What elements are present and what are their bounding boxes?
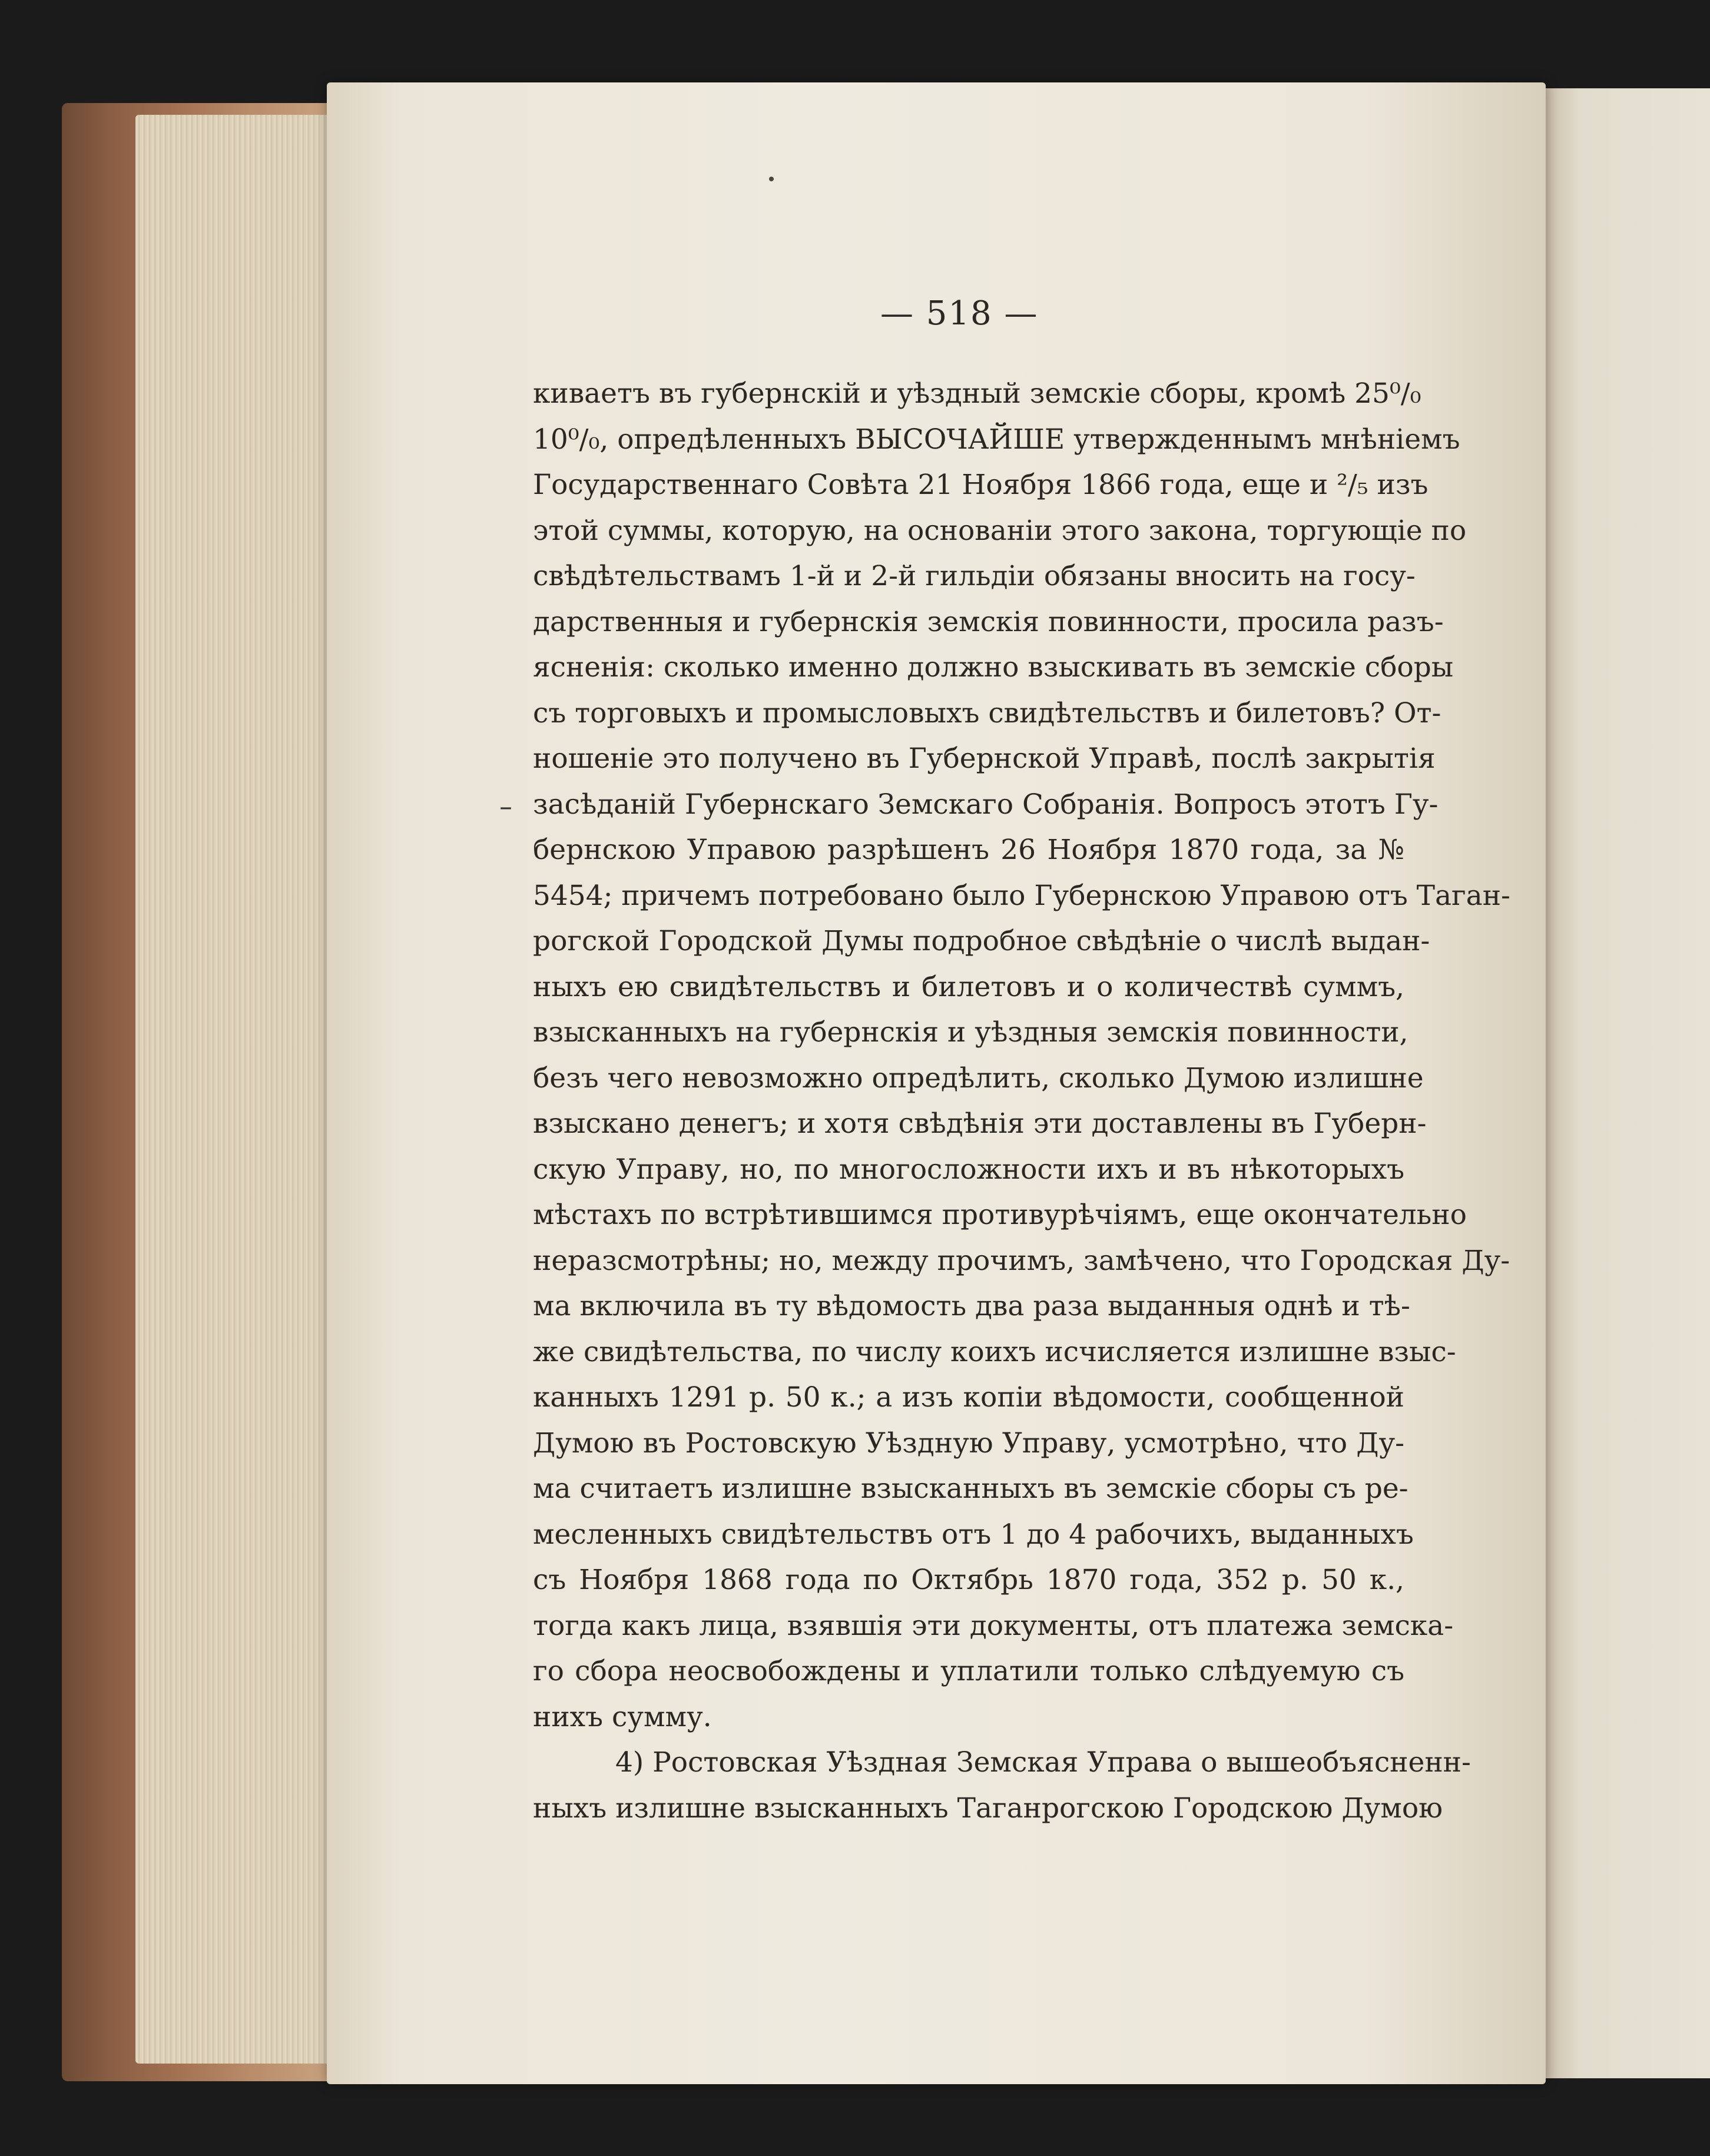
text-line: ныхъ ею свидѣтельствъ и билетовъ и о количествѣ суммъ, <box>533 970 1404 1003</box>
margin-mark: – <box>499 792 512 822</box>
text-line: мѣстахъ по встрѣтившимся противурѣчіямъ, еще окончательно <box>533 1199 1467 1231</box>
text-line: ныхъ излишне взысканныхъ Таганрогскою Городскою Думою <box>533 1792 1443 1825</box>
text-line: безъ чего невозможно опредѣлить, сколько Думою излишне <box>533 1062 1424 1094</box>
facing-page-edge <box>1546 88 1710 2078</box>
text-line: же свидѣтельства, по числу коихъ исчисляется излишне взыс- <box>533 1335 1456 1368</box>
text-line: месленныхъ свидѣтельствъ отъ 1 до 4 рабочихъ, выданныхъ <box>533 1518 1414 1551</box>
text-line: киваетъ въ губернскій и уѣздный земскіе сборы, кромѣ 25⁰/₀ <box>533 377 1421 410</box>
ink-dot <box>769 177 774 181</box>
text-line: 10⁰/₀, опредѣленныхъ ВЫСОЧАЙШЕ утвержденнымъ мнѣніемъ <box>533 423 1460 456</box>
page-number: — 518 — <box>880 294 1039 333</box>
text-line: взыскано денегъ; и хотя свѣдѣнія эти доставлены въ Губерн- <box>533 1107 1427 1140</box>
paragraph-start-line: 4) Ростовская Уѣздная Земская Управа о вышеобъясненн- <box>615 1746 1471 1779</box>
text-line: тогда какъ лица, взявшія эти документы, отъ платежа земска- <box>533 1609 1454 1642</box>
text-line: взысканныхъ на губернскія и уѣздныя земскія повинности, <box>533 1016 1409 1049</box>
text-line: этой суммы, которую, на основаніи этого закона, торгующіе по <box>533 514 1467 547</box>
text-line: ношеніе это получено въ Губернской Управѣ, послѣ закрытія <box>533 742 1436 775</box>
text-line: бернскою Управою разрѣшенъ 26 Ноября 1870 года, за № <box>533 834 1404 866</box>
text-line: неразсмотрѣны; но, между прочимъ, замѣчено, что Городская Ду- <box>533 1244 1510 1277</box>
text-line: Государственнаго Совѣта 21 Ноября 1866 года, еще и ²/₅ изъ <box>533 469 1429 501</box>
text-line: засѣданій Губернскаго Земскаго Собранія. Вопросъ этотъ Гу- <box>533 788 1439 821</box>
page-edges-stack <box>135 115 347 2064</box>
text-line: скую Управу, но, по многосложности ихъ и въ нѣкоторыхъ <box>533 1153 1404 1186</box>
text-line: дарственныя и губернскія земскія повинности, просила разъ- <box>533 605 1444 638</box>
text-line: Думою въ Ростовскую Уѣздную Управу, усмотрѣно, что Ду- <box>533 1427 1404 1460</box>
text-line: го сбора неосвобождены и уплатили только слѣдуемую съ <box>533 1655 1404 1687</box>
text-line: канныхъ 1291 р. 50 к.; а изъ копіи вѣдомости, сообщенной <box>533 1381 1404 1414</box>
text-line: ма включила въ ту вѣдомость два раза выданныя однѣ и тѣ- <box>533 1290 1410 1322</box>
text-line: свѣдѣтельствамъ 1-й и 2-й гильдіи обязаны вносить на госу- <box>533 560 1416 592</box>
text-line: съ Ноября 1868 года по Октябрь 1870 года, 352 р. 50 к., <box>533 1564 1404 1596</box>
text-line: ясненія: сколько именно должно взыскивать въ земскіе сборы <box>533 651 1454 684</box>
text-line: нихъ сумму. <box>533 1700 712 1733</box>
text-line: рогской Городской Думы подробное свѣдѣніе о числѣ выдан- <box>533 925 1430 957</box>
page-body-text <box>533 371 1510 1831</box>
text-line: съ торговыхъ и промысловыхъ свидѣтельствъ и билетовъ? От- <box>533 696 1441 729</box>
text-line: 5454; причемъ потребовано было Губернскою Управою отъ Таган- <box>533 879 1510 912</box>
text-line: ма считаетъ излишне взысканныхъ въ земскіе сборы съ ре- <box>533 1472 1409 1505</box>
